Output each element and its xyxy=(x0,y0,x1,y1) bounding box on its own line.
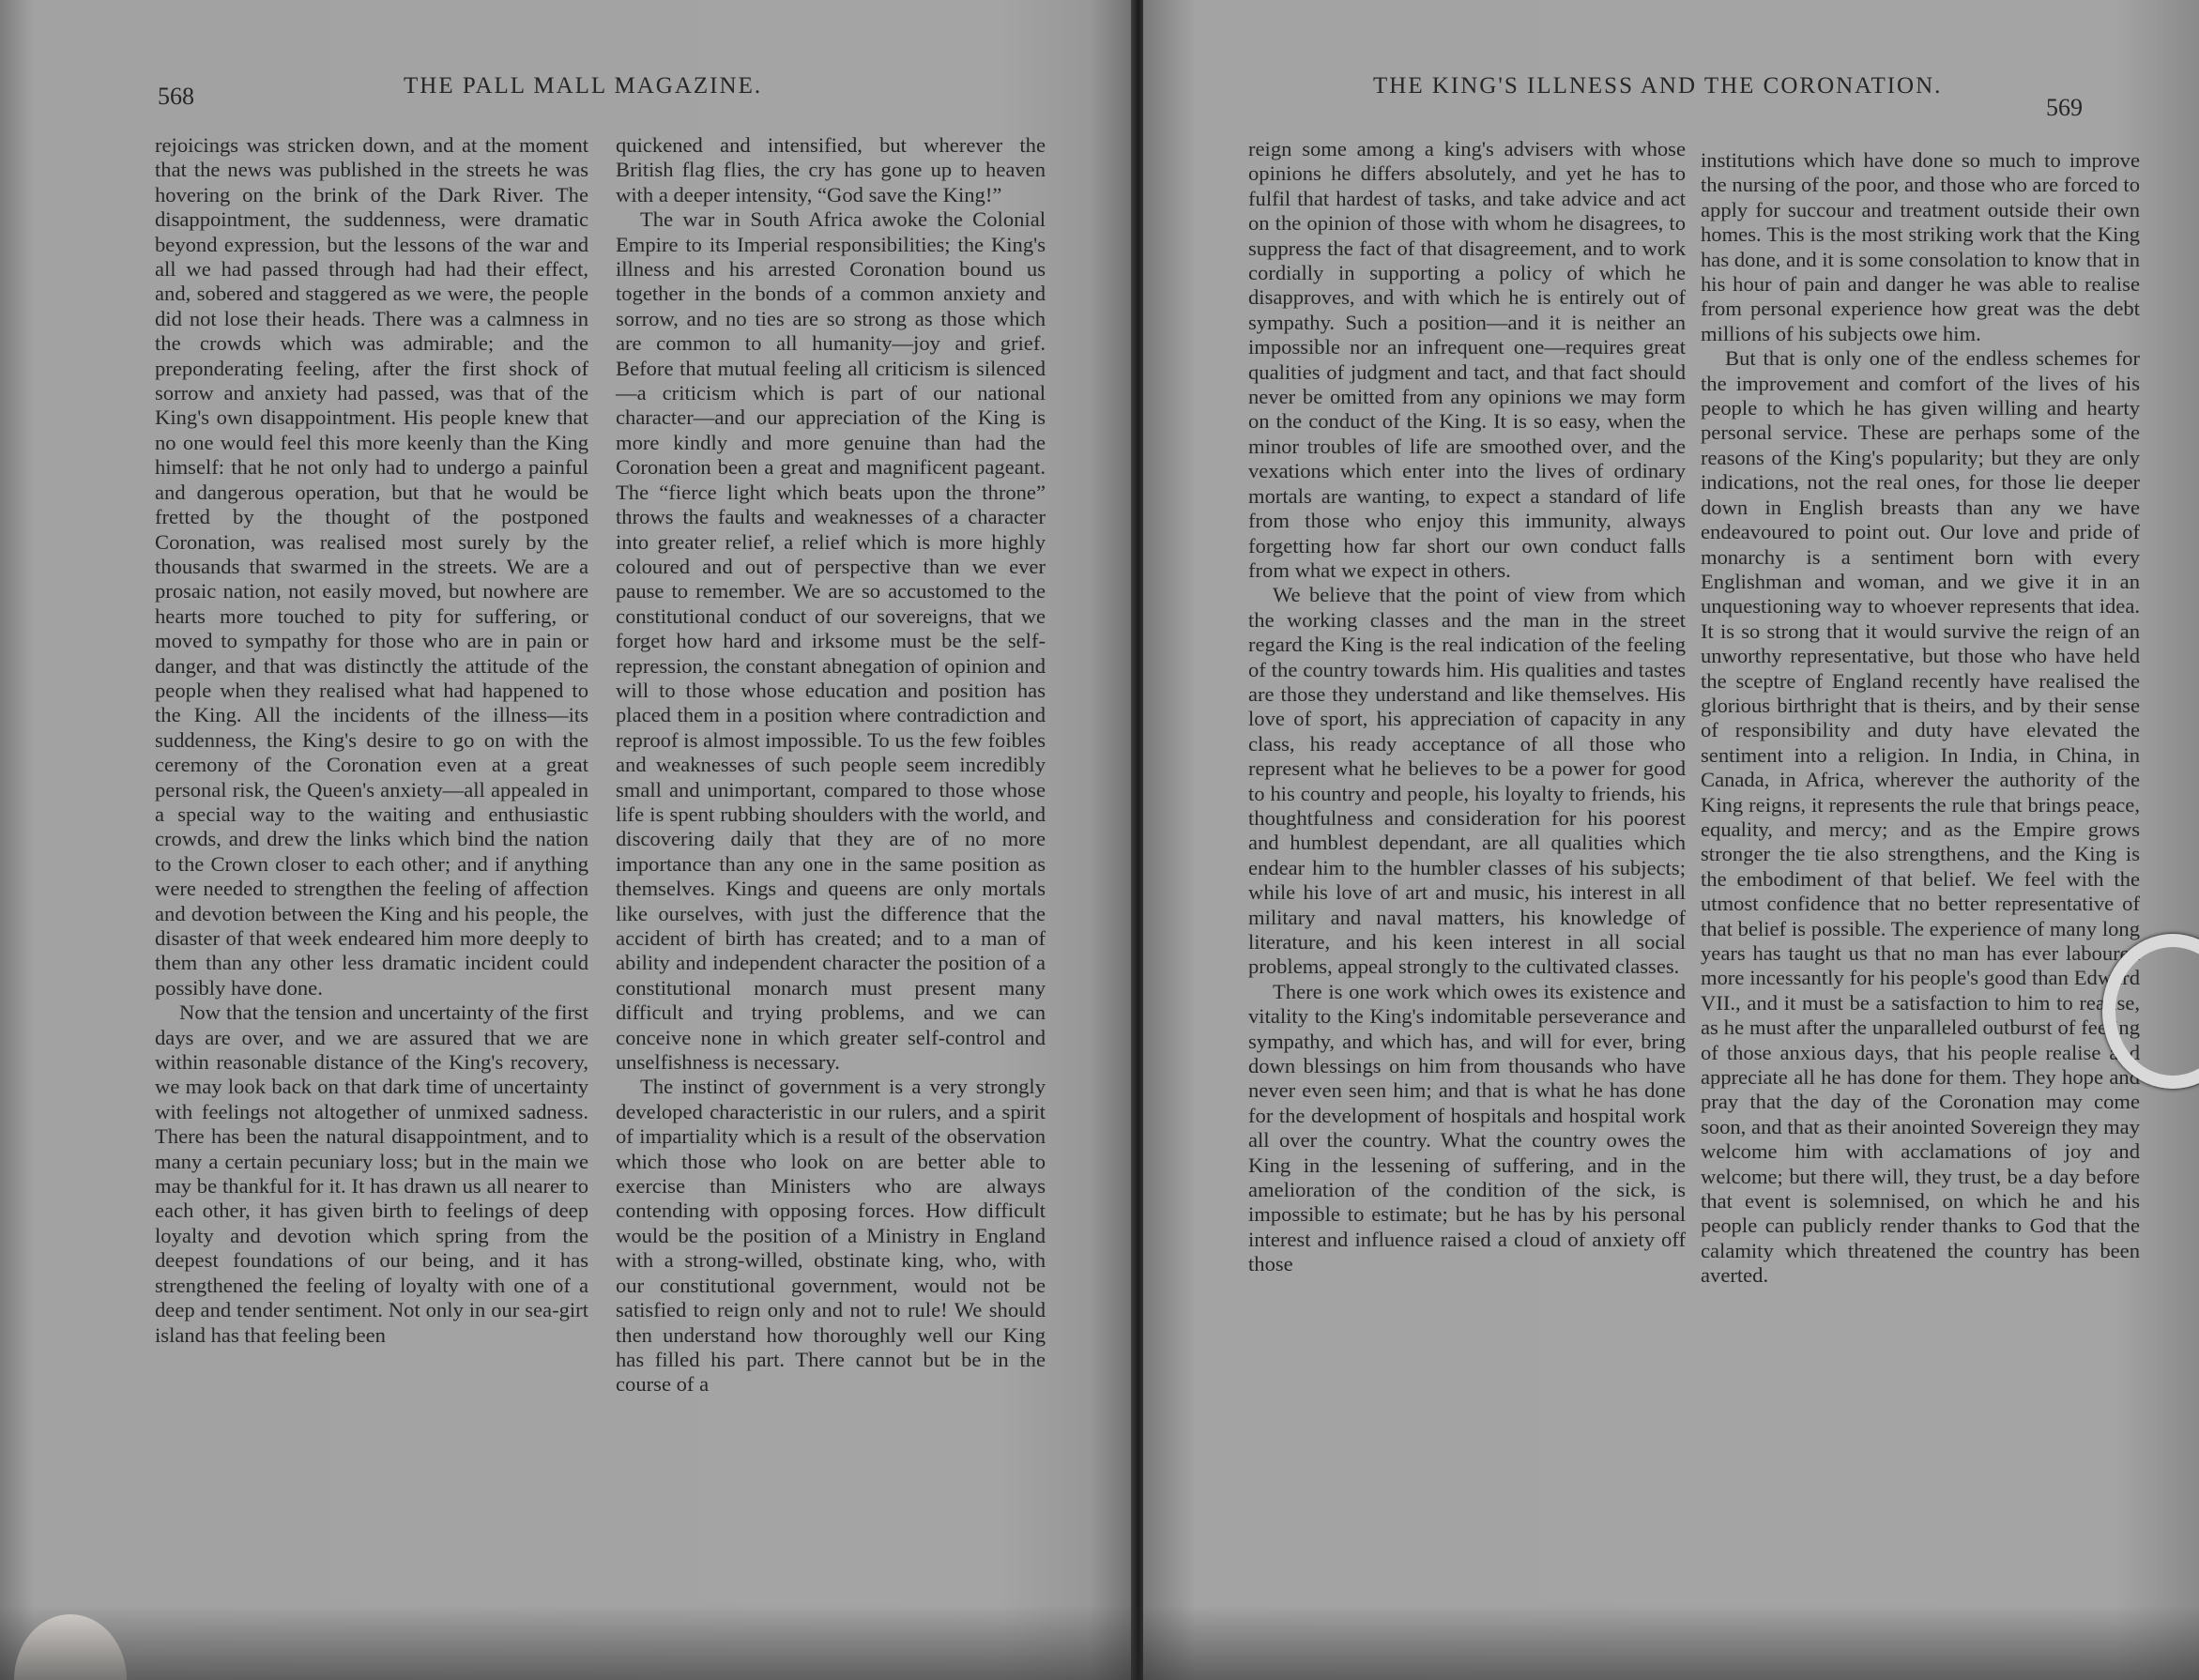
page-number-left: 568 xyxy=(158,83,194,110)
paragraph: institutions which have done so much to improve the nursing of the poor, and those who are forced to apply for succour and treatment outside their own homes. This is the most striking work that the King has done, and it is some consolation to know that in his hour of pain and danger he was able to realise from personal experience how great was the debt millions of his subjects owe him. xyxy=(1701,148,2140,345)
right-page xyxy=(1143,0,2199,1680)
left-column-1 xyxy=(155,133,588,1348)
paragraph: The war in South Africa awoke the Colonial Empire to its Imperial responsibilities; the King's illness and his arrested Coronation bound us together in the bonds of a common anxiety and sorrow, and no ties are so strong as those which are common to all humanity—joy and grief. Before that mutual feeling all criticism is silenced—a criticism which is part of our national character—and our appreciation of the King is more kindly and more genuine than had the Coronation been a great and magnificent pageant. The “fierce light which beats upon the throne” throws the faults and weaknesses of a character into greater relief, a relief which is more highly coloured and out of perspective than we ever pause to remember. We are so accustomed to the constitutional conduct of our sovereigns, that we forget how hard and irksome must be the self-repression, the constant abnegation of opinion and will to those whose education and position has placed them in a position where contradiction and reproof is almost impossible. To us the few foibles and weaknesses of such people seem incredibly small and unimportant, compared to those whose life is spent rubbing shoulders with the world, and discovering daily that they are of no more importance than any one in the same position as themselves. Kings and queens are only mortals like ourselves, with just the difference that the accident of birth has created; and to a man of ability and independent character the position of a constitutional monarch must present many difficult and trying problems, and we can conceive none in which greater self-control and unselfishness is necessary. xyxy=(616,207,1046,1075)
paragraph: rejoicings was stricken down, and at the moment that the news was published in the streets he was hovering on the brink of the Dark River. The disappointment, the suddenness, were dramatic beyond expression, but the lessons of the war and all we had passed through had had their effect, and, sobered and staggered as we were, the people did not lose their heads. There was a calmness in the crowds which was admirable; and the preponderating feeling, after the first shock of sorrow and anxiety had passed, was that of the King's own disappointment. His people knew that no one would feel this more keenly than the King himself: that he not only had to undergo a painful and dangerous operation, but that he would be fretted by the thought of the postponed Coronation, was realised most surely by the thousands that swarmed in the streets. We are a prosaic nation, not easily moved, but nowhere are hearts more touched to pity for suffering, or moved to sympathy for those who are in pain or danger, and that was distinctly the attitude of the people when they realised what had happened to the King. All the incidents of the illness—its suddenness, the King's desire to go on with the ceremony of the Coronation even at a great personal risk, the Queen's anxiety—all appealed in a special way to the waiting and enthusiastic crowds, and drew the links which bind the nation to the Crown closer to each other; and if anything were needed to strengthen the feeling of affection and devotion between the King and his people, the disaster of that week endeared him more deeply to them than any other less dramatic incident could possibly have done. xyxy=(155,133,588,1000)
left-column-2 xyxy=(616,133,1046,1397)
paragraph: There is one work which owes its existence and vitality to the King's indomitable perseverance and sympathy, and which has, and will for ever, bring down blessings on him from thousands who have never even seen him; and that is what he has done for the development of hospitals and hospital work all over the country. What the country owes the King in the lessening of suffering, and in the amelioration of the condition of the sick, is impossible to estimate; but he has by his personal interest and influence raised a cloud of anxiety off those xyxy=(1248,979,1686,1276)
paragraph: We believe that the point of view from which the working classes and the man in the street regard the King is the real indication of the feeling of the country towards him. His qualities and tastes are those they understand and like themselves. His love of sport, his appreciation of capacity in any class, his ready acceptance of all those who represent what he believes to be a power for good to his country and people, his loyalty to friends, his thoughtfulness and consideration for his poorest and humblest dependant, are all qualities which endear him to the humbler classes of his subjects; while his love of art and music, his interest in all military and naval matters, his knowledge of literature, and his keen interest in all social problems, appeal strongly to the cultivated classes. xyxy=(1248,583,1686,979)
paragraph: reign some among a king's advisers with whose opinions he differs absolutely, and yet he has to fulfil that hardest of tasks, and take advice and act on the opinion of those with whom he disagrees, to suppress the fact of that disagreement, and to work cordially in supporting a policy of which he disapproves, and with which he is entirely out of sympathy. Such a position—and it is neither an impossible nor an infrequent one—requires great qualities of judgment and tact, and that fact should never be omitted from any opinions we may form on the conduct of the King. It is so easy, when the minor troubles of life are smoothed over, and the vexations which enter into the lives of ordinary mortals are wanting, to expect a standard of life from those who enjoy this immunity, always forgetting how far short our own conduct falls from what we expect in others. xyxy=(1248,137,1686,582)
bottom-shadow xyxy=(0,1605,2199,1680)
paragraph: But that is only one of the endless schemes for the improvement and comfort of the lives of his people to which he has given willing and hearty personal service. These are perhaps some of the reasons of the King's popularity; but they are only indications, not the real ones, for those lie deeper down in English breasts than any we have endeavoured to point out. Our love and pride of monarchy is a sentiment born with every Englishman and woman, and we give it in an unquestioning way to whoever represents that idea. It is so strong that it would survive the reign of an unworthy representative, but those who have held the sceptre of England recently have realised the glorious birthright that is theirs, and by their sense of responsibility and duty have elevated the sentiment into a religion. In India, in China, in Canada, in Africa, wherever the authority of the King reigns, it represents the rule that brings peace, equality, and mercy; and as the Empire grows stronger the tie also strengthens, and the King is the embodiment of that belief. We feel with the utmost confidence that no better representative of that belief is possible. The experience of many long years has taught us that no man has ever laboured more incessantly for his people's good than Edward VII., and it must be a satisfaction to him to realise, as he must after the unparalleled outburst of feeling of those anxious days, that his people realise and appreciate all he has done for them. They hope and pray that the day of the Coronation may come soon, and that as their anointed Sovereign they may welcome him with acclamations of joy and welcome; but there will, they trust, be a day before that event is solemnised, on which he and his people can publicly render thanks to God that the calamity which threatened the country has been averted. xyxy=(1701,346,2140,1288)
paragraph: quickened and intensified, but wherever the British flag flies, the cry has gone up to heaven with a deeper intensity, “God save the King!” xyxy=(616,133,1046,206)
paragraph: The instinct of government is a very strongly developed characteristic in our rulers, and a spirit of impartiality which is a result of the observation which those who look on are better able to exercise than Ministers who are always contending with opposing forces. How difficult would be the position of a Ministry in England with a strong-willed, obstinate king, who, with our constitutional government, would not be satisfied to reign only and not to rule! We should then understand how thoroughly well our King has filled his part. There cannot but be in the course of a xyxy=(616,1075,1046,1397)
right-column-1 xyxy=(1248,137,1686,1277)
running-head-right: THE KING'S ILLNESS AND THE CORONATION. xyxy=(1373,73,1943,99)
right-column-2 xyxy=(1701,148,2140,1289)
running-head-left: THE PALL MALL MAGAZINE. xyxy=(404,73,763,99)
page-number-right: 569 xyxy=(2046,94,2083,121)
paragraph: Now that the tension and uncertainty of the first days are over, and we are assured that we are within reasonable distance of the King's recovery, we may look back on that dark time of uncertainty with feelings not altogether of unmixed sadness. There has been the natural disappointment, and to many a certain pecuniary loss; but in the main we may be thankful for it. It has drawn us all nearer to each other, it has given birth to feelings of deep loyalty and devotion which spring from the deepest foundations of our being, and it has strengthened the feeling of loyalty with one of a deep and tender sentiment. Not only in our sea-girt island has that feeling been xyxy=(155,1000,588,1347)
